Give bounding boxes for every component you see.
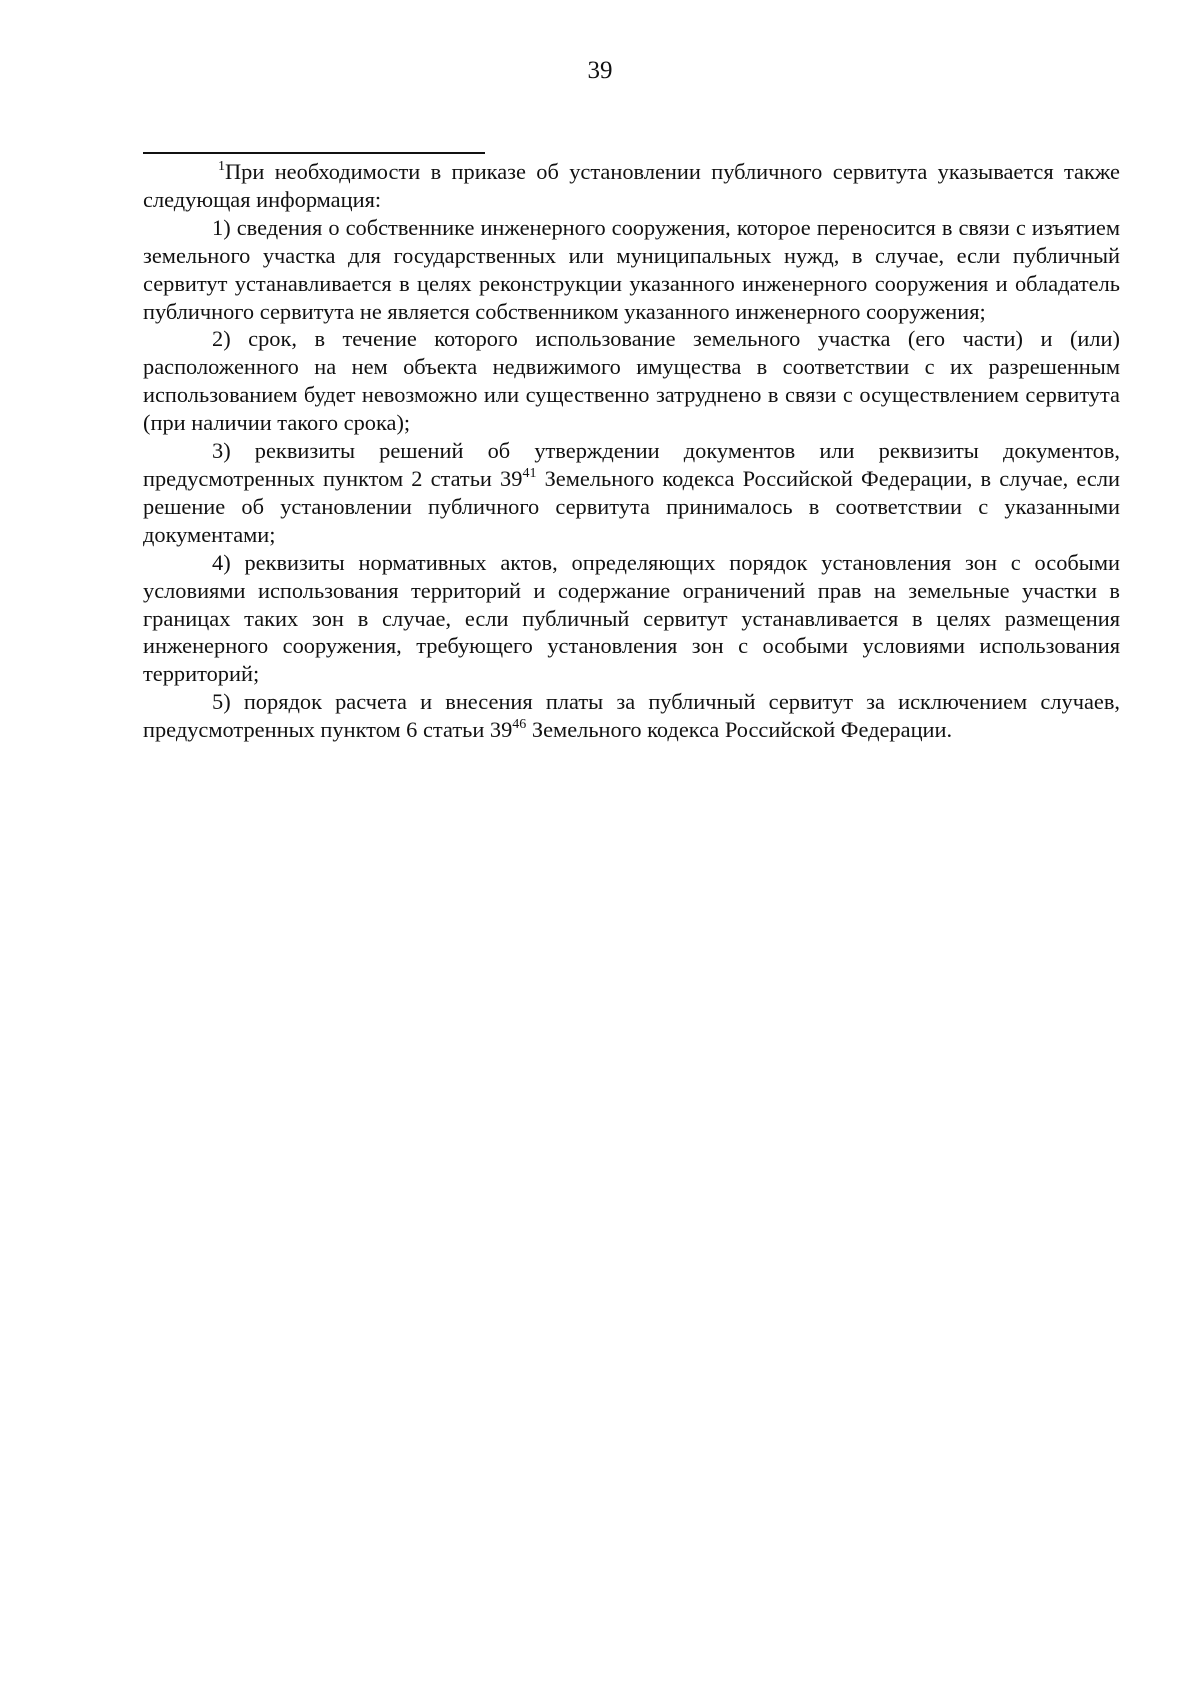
footnote-intro: [143, 158, 1120, 214]
footnote-item-5-superscript: 46: [512, 716, 527, 732]
footnote-item-5: [143, 688, 1120, 744]
footnote-item-1: 1) сведения о собственнике инженерного сооружения, которое переносится в связи с изъятием земельного участка для государственных или муниципальных нужд, в случае, если публичный сервитут устанавливается в целях реконструкции указанного инженерного сооружения и обладатель публичного сервитута не является собственником указанного инженерного сооружения;: [143, 214, 1120, 324]
footnote-marker: 1: [218, 158, 225, 174]
footnote-item-5-text-after: Земельного кодекса Российской Федерации.: [526, 717, 953, 743]
footnote-item-2: 2) срок, в течение которого использование земельного участка (его части) и (или) расположенного на нем объекта недвижимого имущества в соответствии с их разрешенным использованием будет невозможно или существенно затруднено в связи с осуществлением сервитута (при наличии такого срока);: [143, 326, 1120, 436]
footnote-item-3-text-before: 3) реквизиты решений об утверждении документов или реквизиты документов, предусмотренных пунктом 2 статьи 39: [143, 438, 1120, 491]
footnote-item-3-superscript: 41: [522, 465, 537, 481]
footnote-item-5-text-before: 5) порядок расчета и внесения платы за публичный сервитут за исключением случаев, предусмотренных пунктом 6 статьи 39: [143, 689, 1120, 743]
footnote-item-3: [143, 437, 1120, 549]
footnote-item-4: 4) реквизиты нормативных актов, определяющих порядок установления зон с особыми условиями использования территорий и содержание ограничений прав на земельные участки в границах таких зон в случае, если публичный сервитут устанавливается в целях размещения инженерного сооружения, требующего установления зон с особыми условиями использования территорий;: [143, 549, 1120, 687]
footnote-separator: [143, 152, 485, 154]
page-number: 39: [587, 57, 613, 84]
footnote-item-3-text-after: Земельного кодекса Российской Федерации, в случае, если решение об установлении публичного сервитута принималось в соответствии с указанными документами;: [143, 465, 1120, 547]
footnote-intro-text: При необходимости в приказе об установлении публичного сервитута указывается также следующая информация:: [143, 159, 1120, 212]
footnote: [143, 158, 1120, 744]
